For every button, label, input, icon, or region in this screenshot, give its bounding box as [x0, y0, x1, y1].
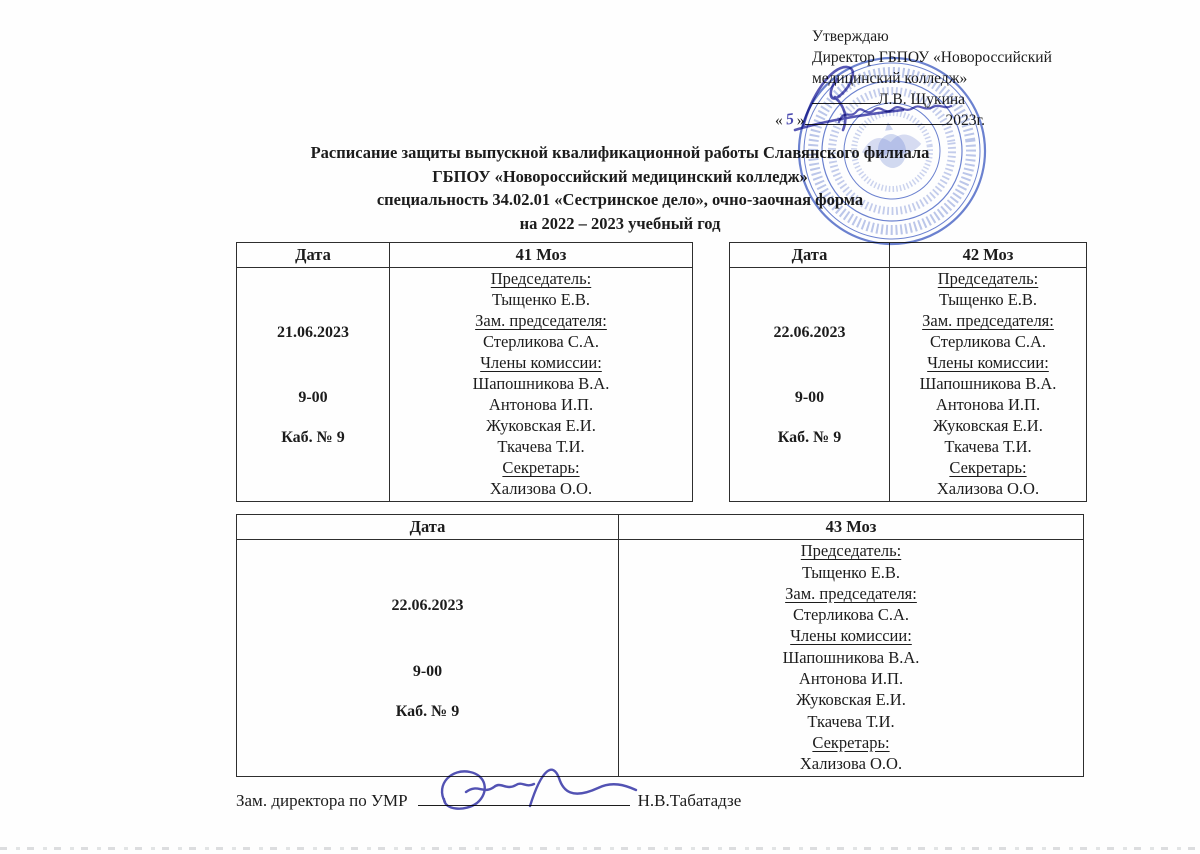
title-line-3: специальность 34.02.01 «Сестринское дело», очно-заочная форма	[376, 190, 864, 209]
director-name: Л.В. Щукина	[878, 91, 966, 108]
committee-line: Стерликова С.А.	[792, 605, 910, 625]
handwritten-month-script-icon	[833, 100, 958, 130]
schedule-table-43moz	[236, 514, 1084, 777]
committee-line: Хализова О.О.	[489, 479, 593, 499]
committee-line: Зам. председателя:	[785, 583, 917, 603]
footer-name: Н.В.Табатадзе	[637, 791, 742, 810]
group-column-header: 41 Моз	[515, 245, 567, 264]
date-column-header: Дата	[237, 515, 619, 539]
committee-line: Члены комиссии:	[480, 353, 602, 373]
committee-line: Члены комиссии:	[790, 626, 912, 646]
committee-list	[390, 268, 692, 501]
defense-room: Каб. № 9	[777, 428, 842, 446]
table-header-row	[237, 515, 1083, 540]
scan-noise-strip	[0, 847, 1200, 850]
committee-line: Хализова О.О.	[799, 754, 903, 774]
date-cell	[237, 540, 619, 776]
handwritten-day: 5	[784, 110, 795, 129]
approval-line-approve: Утверждаю	[812, 28, 889, 45]
defense-time: 9-00	[794, 389, 825, 407]
committee-line: Ткачева Т.И.	[807, 711, 895, 731]
table-body	[237, 268, 692, 501]
committee-list	[890, 268, 1086, 501]
defense-room: Каб. № 9	[395, 702, 460, 720]
date-column-header: Дата	[237, 243, 390, 267]
defense-time: 9-00	[412, 662, 443, 680]
title-line-4: на 2022 – 2023 учебный год	[519, 213, 721, 233]
committee-line: Зам. председателя:	[475, 311, 607, 331]
approval-line-college: медицинский колледж»	[812, 70, 968, 87]
committee-line: Шапошникова В.А.	[472, 374, 610, 394]
committee-line: Ткачева Т.И.	[497, 437, 585, 457]
date-column-header: Дата	[730, 243, 890, 267]
defense-date: 22.06.2023	[773, 323, 846, 341]
table-header-row	[237, 243, 692, 268]
committee-line: Председатель:	[937, 269, 1039, 289]
quote-open: «	[775, 112, 783, 129]
group-column-header: 43 Моз	[825, 517, 877, 536]
date-cell	[237, 268, 390, 501]
committee-line: Председатель:	[800, 541, 902, 561]
defense-date: 21.06.2023	[277, 323, 349, 341]
defense-time: 9-00	[298, 389, 328, 407]
committee-line: Зам. председателя:	[922, 311, 1054, 331]
committee-line: Антонова И.П.	[935, 395, 1041, 415]
committee-line: Секретарь:	[949, 458, 1027, 478]
committee-line: Члены комиссии:	[927, 353, 1049, 373]
committee-line: Антонова И.П.	[798, 668, 904, 688]
schedule-table-41moz	[236, 242, 693, 502]
committee-line: Шапошникова В.А.	[782, 647, 920, 667]
schedule-table-42moz	[729, 242, 1087, 502]
committee-line: Стерликова С.А.	[482, 332, 600, 352]
date-cell	[730, 268, 890, 501]
quote-close: »	[796, 112, 805, 129]
committee-list	[619, 540, 1083, 776]
title-line-1: Расписание защиты выпускной квалификационной работы Славянского филиала	[310, 143, 930, 162]
defense-date: 22.06.2023	[391, 596, 464, 614]
title-line-2: ГБПОУ «Новороссийский медицинский колледж»	[432, 166, 808, 186]
committee-line: Жуковская Е.И.	[486, 416, 596, 436]
table-body	[730, 268, 1086, 501]
committee-line: Шапошникова В.А.	[919, 374, 1057, 394]
committee-line: Председатель:	[490, 269, 592, 289]
committee-line: Хализова О.О.	[936, 479, 1040, 499]
committee-line: Антонова И.П.	[488, 395, 594, 415]
committee-line: Жуковская Е.И.	[933, 416, 1043, 436]
committee-line: Тыщенко Е.В.	[491, 290, 591, 310]
table-body	[237, 540, 1083, 776]
approval-line-director: Директор ГБПОУ «Новороссийский	[812, 49, 1052, 66]
committee-line: Ткачева Т.И.	[944, 437, 1032, 457]
committee-line: Секретарь:	[502, 458, 580, 478]
approval-year: 2023г.	[945, 112, 985, 129]
committee-line: Тыщенко Е.В.	[938, 290, 1038, 310]
group-column-header: 42 Моз	[962, 245, 1014, 264]
deputy-director-signature-icon	[420, 760, 660, 822]
committee-line: Тыщенко Е.В.	[801, 562, 901, 582]
committee-line: Жуковская Е.И.	[796, 690, 906, 710]
committee-line: Секретарь:	[812, 732, 890, 752]
committee-line: Стерликова С.А.	[929, 332, 1047, 352]
footer-label: Зам. директора по УМР	[236, 791, 408, 810]
defense-room: Каб. № 9	[281, 428, 345, 446]
